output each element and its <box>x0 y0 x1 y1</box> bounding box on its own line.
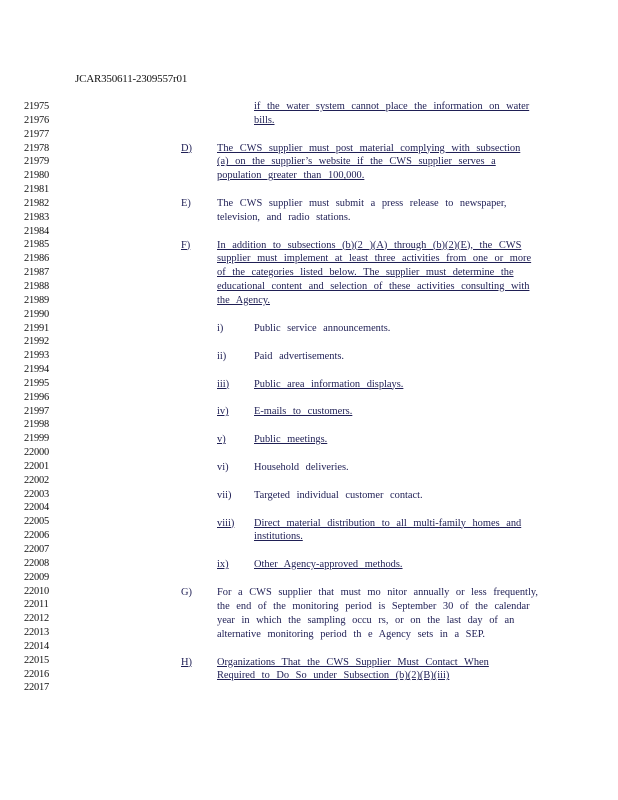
subitem-viii-text: Direct material distribution to all multi-family homes and institutions. <box>254 517 522 543</box>
subitem-iv-text: E-mails to customers. <box>254 406 353 417</box>
line-number: 21989 <box>24 294 49 306</box>
line-number: 21983 <box>24 211 49 223</box>
line-number: 22013 <box>24 627 49 639</box>
line-numbers <box>24 100 49 695</box>
line-number: 22000 <box>24 447 49 459</box>
line-number: 21991 <box>24 322 49 334</box>
subitem-i-label: i) <box>217 322 224 334</box>
line-number: 21976 <box>24 114 49 126</box>
line-number: 22006 <box>24 530 49 542</box>
item-e-label: E) <box>181 198 191 209</box>
item-g-label: G) <box>181 587 192 598</box>
line-number: 22016 <box>24 668 49 680</box>
document-id: JCAR350611-2309557r01 <box>75 73 188 85</box>
line-number: 21999 <box>24 433 49 445</box>
subitem-ii-label: ii) <box>217 350 227 362</box>
line-number: 21984 <box>24 225 49 237</box>
line-number: 21988 <box>24 280 49 292</box>
line-number: 22014 <box>24 640 49 652</box>
line-number: 22015 <box>24 654 49 666</box>
item-f-text: In addition to subsections (b)(2 )(A) through (b)(2)(E), the CWS supplier must implement at least three activities from one or more of the categories listed below. The supplier must determine the educational content and selection of these activities consulting with the Agency. <box>217 239 532 306</box>
line-number: 22007 <box>24 544 49 555</box>
line-number: 21978 <box>24 142 49 154</box>
item-d-label: D) <box>181 142 192 154</box>
line-number: 21996 <box>24 391 49 403</box>
line-number: 21977 <box>24 128 49 140</box>
item-g-text: For a CWS supplier that must mo nitor annually or less frequently, the end of the monitoring period is September 30 of the calendar year in which the sampling occu rs, or on the last day of an alternative monitoring period th e Agency sets in a SEP. <box>217 587 538 640</box>
subitem-vii-text: Targeted individual customer contact. <box>254 489 423 501</box>
subitem-ix-text: Other Agency-approved methods. <box>254 559 403 570</box>
item-f-label: F) <box>181 239 191 251</box>
line-number: 22001 <box>24 460 49 472</box>
subitem-iii-label: iii) <box>217 378 230 390</box>
line-number: 21992 <box>24 336 49 348</box>
subitem-v-text: Public meetings. <box>254 434 328 445</box>
line-number: 21987 <box>24 267 49 279</box>
item-h-text: Organizations That the CWS Supplier Must Contact When Required to Do So under Subsection (b)(2)(B)(iii) <box>217 656 489 682</box>
line-number: 22009 <box>24 571 49 583</box>
line-number: 22011 <box>24 599 49 611</box>
subitem-ii-text: Paid advertisements. <box>254 350 344 362</box>
line-number: 21980 <box>24 170 49 182</box>
subitem-iii-text: Public area information displays. <box>254 378 404 390</box>
line-number: 22017 <box>24 682 49 694</box>
line-number: 22005 <box>24 516 49 528</box>
subitem-viii-label: viii) <box>217 517 235 529</box>
line-number: 21997 <box>24 405 49 417</box>
line-number: 21979 <box>24 156 49 168</box>
line-number: 22004 <box>24 502 49 514</box>
line-number: 22010 <box>24 585 49 597</box>
line-number: 21993 <box>24 350 49 362</box>
subitem-vi-label: vi) <box>217 461 229 473</box>
line-number: 21998 <box>24 419 49 431</box>
item-h-label: H) <box>181 656 192 668</box>
subitem-i-text: Public service announcements. <box>254 322 391 334</box>
subitem-vii-label: vii) <box>217 489 232 501</box>
line-number: 21982 <box>24 197 49 209</box>
subitem-vi-text: Household deliveries. <box>254 461 349 473</box>
line-number: 21986 <box>24 253 49 265</box>
line-number: 22012 <box>24 613 49 625</box>
line-number: 21995 <box>24 377 49 389</box>
line-number: 21990 <box>24 308 49 320</box>
item-d-text: The CWS supplier must post material complying with subsection (a) on the supplier’s website if the CWS supplier serves a population greater than 100,000. <box>217 142 521 182</box>
line-number: 22002 <box>24 474 49 486</box>
continuation-text: if the water system cannot place the information on water bills. <box>254 101 530 126</box>
line-number: 21975 <box>24 101 49 112</box>
line-number: 21985 <box>24 239 49 251</box>
line-number: 22003 <box>24 488 49 500</box>
line-number: 21994 <box>24 364 49 376</box>
line-number: 21981 <box>24 184 49 196</box>
subitem-ix-label: ix) <box>217 559 229 570</box>
subitem-iv-label: iv) <box>217 406 229 417</box>
line-number: 22008 <box>24 557 49 569</box>
item-e-text: The CWS supplier must submit a press release to newspaper, television, and radio stations. <box>217 198 507 223</box>
subitem-v-label: v) <box>217 434 226 445</box>
